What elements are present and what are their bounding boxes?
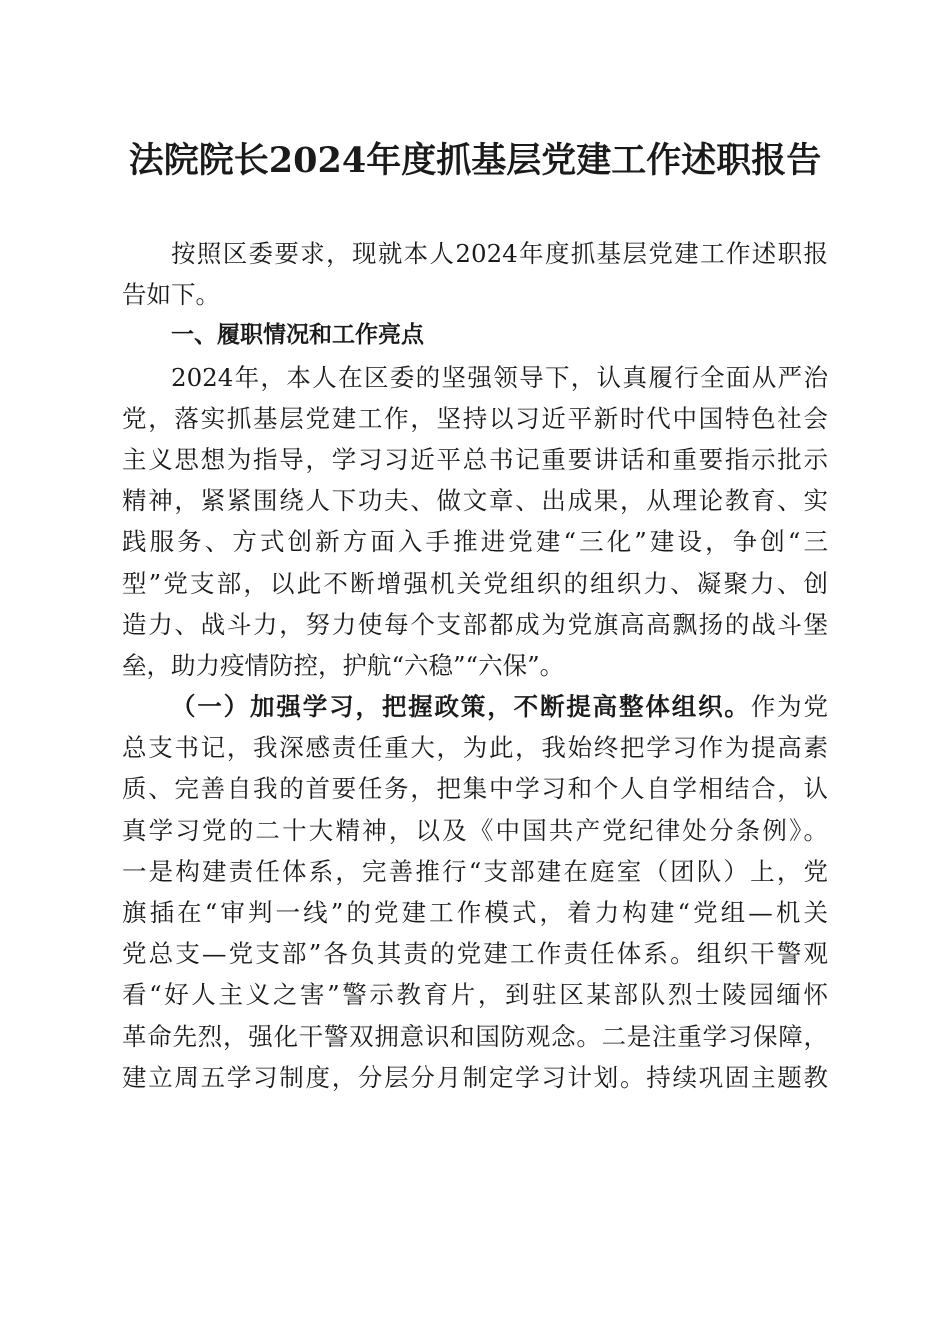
section-heading: 一、履职情况和工作亮点 xyxy=(171,322,424,349)
paragraph-line: 造力、战斗力，努力使每个支部都成为党旗高高飘扬的战斗堡 xyxy=(122,609,828,639)
intro-line: 告如下。 xyxy=(122,280,220,310)
paragraph-line: 看“好人主义之害”警示教育片，到驻区某部队烈士陵园缅怀 xyxy=(122,980,828,1010)
paragraph-line: 革命先烈，强化干警双拥意识和国防观念。二是注重学习保障， xyxy=(122,1021,828,1051)
document-title: 法院院长2024年度抓基层党建工作述职报告 xyxy=(128,140,822,181)
paragraph-line: 总支书记，我深感责任重大，为此，我始终把学习作为提高素 xyxy=(122,733,828,763)
paragraph-line: 主义思想为指导，学习习近平总书记重要讲话和重要指示批示 xyxy=(122,444,828,474)
paragraph-line: 质、完善自我的首要任务，把集中学习和个人自学相结合，认 xyxy=(122,774,828,804)
paragraph-line: 党总支—党支部”各负其责的党建工作责任体系。组织干警观 xyxy=(122,939,828,969)
paragraph-line: 旗插在“审判一线”的党建工作模式，着力构建“党组—机关 xyxy=(122,898,828,927)
paragraph-line: 一是构建责任体系，完善推行“支部建在庭室（团队）上，党 xyxy=(122,856,828,886)
paragraph-line: 型”党支部，以此不断增强机关党组织的组织力、凝聚力、创 xyxy=(122,568,828,598)
paragraph-line: 党，落实抓基层党建工作，坚持以习近平新时代中国特色社会 xyxy=(122,403,828,433)
document-body xyxy=(122,233,828,1098)
paragraph-line: 2024年，本人在区委的坚强领导下，认真履行全面从严治 xyxy=(171,362,828,392)
subsection-heading: （一）加强学习，把握政策，不断提高整体组织。 xyxy=(171,692,751,722)
paragraph-line: 真学习党的二十大精神，以及《中国共产党纪律处分条例》。 xyxy=(122,815,828,845)
intro-line: 按照区委要求，现就本人2024年度抓基层党建工作述职报 xyxy=(171,239,828,268)
paragraph-line: 建立周五学习制度，分层分月制定学习计划。持续巩固主题教 xyxy=(122,1062,828,1092)
paragraph-line: 精神，紧紧围绕人下功夫、做文章、出成果，从理论教育、实 xyxy=(122,486,828,516)
paragraph-text: 作为党 xyxy=(750,692,829,722)
paragraph-line: 垒，助力疫情防控，护航“六稳”“六保”。 xyxy=(122,650,565,680)
subsection-first-line xyxy=(122,686,828,727)
paragraph-line: 践服务、方式创新方面入手推进党建“三化”建设，争创“三 xyxy=(122,527,828,557)
